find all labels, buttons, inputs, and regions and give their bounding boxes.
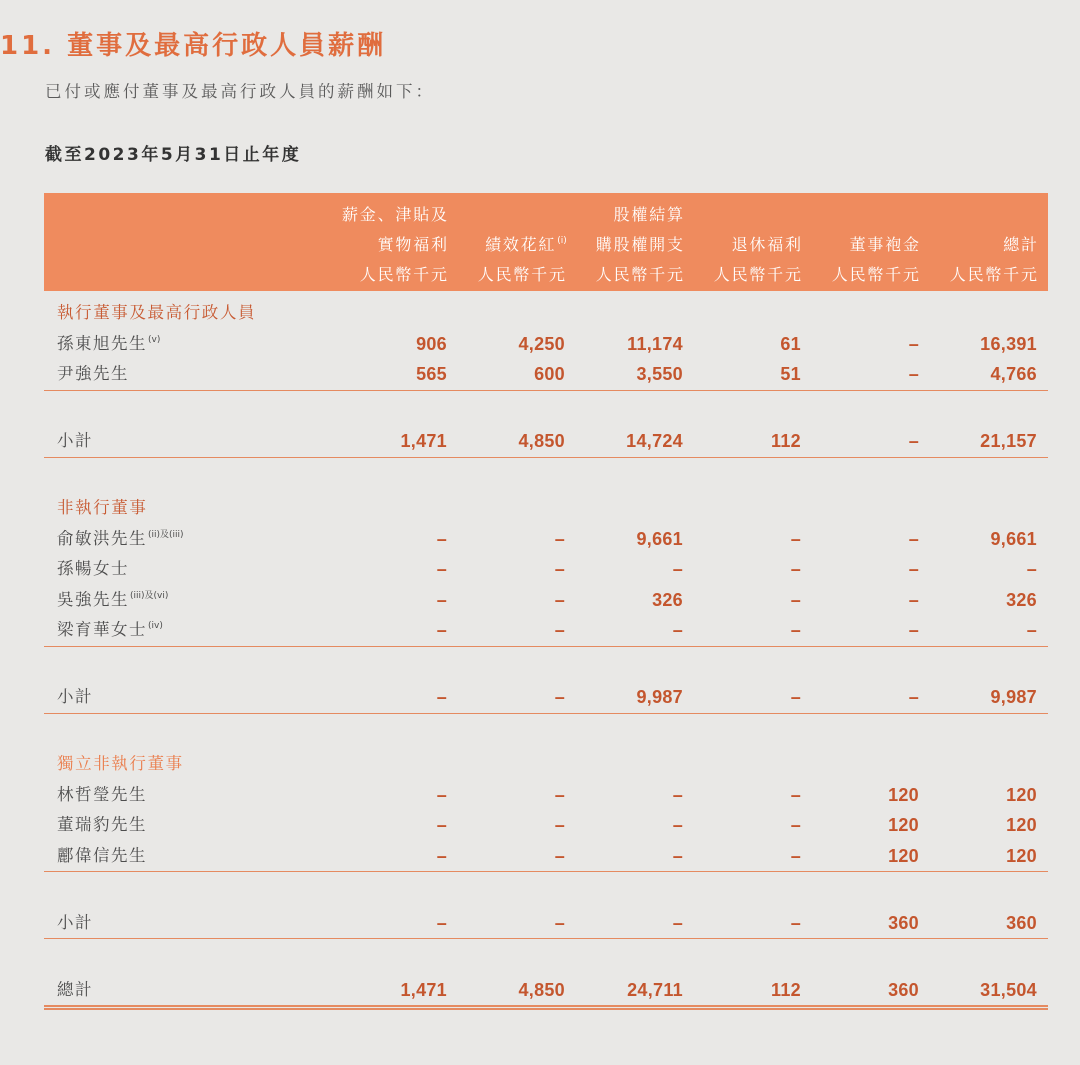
value-cell: 906 [416, 333, 447, 354]
column-header [919, 200, 1037, 291]
column-header-top-line [329, 200, 449, 230]
column-header-main-line [801, 230, 921, 260]
column-header-top-line [447, 200, 567, 230]
intro-text: 已付或應付董事及最高行政人員的薪酬如下： [45, 82, 435, 101]
footnote-marker: (iv) [148, 621, 163, 631]
column-header-text: 績效花紅 [485, 235, 557, 254]
column-header-main-line [447, 230, 567, 260]
value-cell: 120 [888, 815, 919, 835]
value-cell: 326 [652, 589, 683, 610]
value-cell: 9,661 [990, 528, 1037, 549]
row-label-text: 董瑞豹先生 [57, 815, 147, 834]
row-label-text: 俞敏洪先生 [57, 528, 147, 548]
footnote-marker: (i) [557, 236, 567, 246]
remuneration-table [44, 193, 1048, 1010]
column-header-top-line [683, 200, 803, 230]
group-title: 非執行董事 [57, 498, 148, 517]
value-cell: – [908, 528, 919, 549]
value-cell: – [790, 784, 801, 805]
value-cell: 360 [888, 979, 919, 1000]
column-header-text: 人民幣千元 [359, 265, 449, 284]
value-cell: 120 [1006, 815, 1037, 835]
value-cell: – [436, 845, 447, 866]
value-cell: 120 [888, 784, 919, 805]
row-label [44, 682, 329, 713]
row-label [44, 585, 329, 616]
value-cell: 4,850 [518, 431, 565, 451]
value-cell: 9,987 [636, 687, 683, 707]
value-cell: – [790, 687, 801, 707]
value-cell: – [554, 815, 565, 835]
column-header-text: 人民幣千元 [713, 265, 803, 284]
row-label-text: 梁育華女士 [57, 620, 147, 639]
value-cell: – [908, 364, 919, 384]
value-cell: 1,471 [400, 431, 447, 451]
column-header-unit-line [447, 260, 567, 290]
subtotal-row [44, 682, 1048, 713]
value-cell: 120 [1006, 784, 1037, 805]
value-cell: – [1026, 620, 1037, 640]
value-cell: – [436, 815, 447, 835]
director-row [44, 841, 1048, 872]
value-cell: 120 [1006, 845, 1037, 866]
column-header-text: 實物福利 [377, 235, 449, 254]
value-cell: – [672, 559, 683, 579]
row-label [44, 780, 329, 811]
column-header [801, 200, 919, 291]
column-header [447, 200, 565, 291]
row-label [44, 975, 329, 1006]
value-cell: – [790, 528, 801, 549]
value-cell: 360 [1006, 912, 1037, 933]
value-cell: 1,471 [400, 979, 447, 1000]
value-cell: – [790, 589, 801, 610]
value-cell: 360 [888, 912, 919, 933]
value-cell: – [1026, 559, 1037, 579]
row-label-text: 林哲瑩先生 [57, 784, 147, 804]
director-group [44, 493, 1048, 647]
column-header-text: 人民幣千元 [595, 265, 685, 284]
director-group [44, 749, 1048, 872]
column-header-unit-line [329, 260, 449, 290]
value-cell: 112 [771, 431, 801, 451]
director-row [44, 810, 1048, 841]
row-label-text: 小計 [57, 431, 93, 450]
row-label [44, 524, 329, 555]
column-header-main-line [329, 230, 449, 260]
column-header-text: 總計 [1003, 235, 1039, 254]
director-row [44, 554, 1048, 585]
row-label-text: 總計 [57, 979, 93, 999]
value-cell: – [672, 912, 683, 933]
value-cell: – [554, 620, 565, 640]
row-label [44, 615, 329, 646]
subtotal-block [44, 426, 1048, 458]
row-label [44, 426, 329, 457]
value-cell: 3,550 [636, 364, 683, 384]
column-header-main-line [919, 230, 1039, 260]
table-body [44, 291, 1048, 1010]
director-row [44, 359, 1048, 390]
column-header-unit-line [919, 260, 1039, 290]
value-cell: – [790, 620, 801, 640]
value-cell: – [436, 687, 447, 707]
column-header-unit-line [683, 260, 803, 290]
column-header [565, 200, 683, 291]
value-cell: – [554, 528, 565, 549]
value-cell: 21,157 [980, 431, 1037, 451]
subtotal-block [44, 682, 1048, 714]
header-label-spacer [44, 200, 329, 291]
row-label-text: 吳強先生 [57, 589, 129, 609]
value-cell: 565 [416, 364, 447, 384]
column-header-text: 人民幣千元 [831, 265, 921, 284]
value-cell: – [790, 845, 801, 866]
value-cell: – [436, 620, 447, 640]
table-header [44, 193, 1048, 291]
value-cell: – [554, 912, 565, 933]
row-label [44, 359, 329, 390]
value-cell: – [436, 528, 447, 549]
subtotal-block [44, 908, 1048, 940]
column-header-text: 董事袍金 [849, 235, 921, 254]
value-cell: – [908, 431, 919, 451]
value-cell: – [908, 620, 919, 640]
value-cell: – [672, 845, 683, 866]
footnote-marker: (ii)及(iii) [148, 529, 184, 540]
value-cell: – [672, 815, 683, 835]
group-title: 獨立非執行董事 [57, 754, 184, 773]
value-cell: – [436, 589, 447, 610]
column-header-top-line [565, 200, 685, 230]
value-cell: – [672, 620, 683, 640]
value-cell: – [908, 333, 919, 354]
footnote-marker: (v) [148, 334, 161, 345]
director-row [44, 615, 1048, 646]
group-title: 執行董事及最高行政人員 [57, 303, 257, 322]
column-header-text: 購股權開支 [595, 235, 685, 254]
value-cell: 4,850 [518, 979, 565, 1000]
column-header-main-line [683, 230, 803, 260]
value-cell: – [436, 559, 447, 579]
value-cell: – [908, 687, 919, 707]
value-cell: 4,766 [990, 364, 1037, 384]
row-label-text: 酈偉信先生 [57, 845, 147, 865]
value-cell: – [908, 559, 919, 579]
value-cell: – [554, 559, 565, 579]
value-cell: – [554, 845, 565, 866]
row-label-text: 小計 [57, 687, 93, 706]
column-header-text: 薪金、津貼及 [341, 205, 449, 224]
column-header-text: 退休福利 [731, 235, 803, 254]
director-row [44, 524, 1048, 555]
column-header-top-line [919, 200, 1039, 230]
period-heading: 截至2023年5月31日止年度 [45, 145, 302, 165]
page-title: 11. 董事及最高行政人員薪酬 [0, 31, 387, 61]
column-header-unit-line [801, 260, 921, 290]
value-cell: 326 [1006, 589, 1037, 610]
column-header [683, 200, 801, 291]
value-cell: – [790, 559, 801, 579]
row-label [44, 908, 329, 939]
row-label [44, 841, 329, 872]
value-cell: 31,504 [980, 979, 1037, 1000]
value-cell: 14,724 [626, 431, 683, 451]
row-label-text: 孫暢女士 [57, 559, 129, 578]
value-cell: 120 [888, 845, 919, 866]
row-label [44, 810, 329, 841]
value-cell: – [436, 912, 447, 933]
value-cell: – [436, 784, 447, 805]
column-header-text: 人民幣千元 [949, 265, 1039, 284]
value-cell: – [790, 815, 801, 835]
column-header [329, 200, 447, 291]
value-cell: 16,391 [980, 333, 1037, 354]
column-header-text: 股權結算 [613, 205, 685, 224]
value-cell: 9,661 [636, 528, 683, 549]
value-cell: – [672, 784, 683, 805]
row-label-text: 小計 [57, 912, 93, 932]
value-cell: 51 [780, 364, 801, 384]
total-row [44, 975, 1048, 1006]
column-header-unit-line [565, 260, 685, 290]
director-group [44, 298, 1048, 391]
total-block [44, 975, 1048, 1011]
director-row [44, 329, 1048, 360]
column-header-text: 人民幣千元 [477, 265, 567, 284]
director-row [44, 780, 1048, 811]
subtotal-row [44, 426, 1048, 457]
value-cell: 61 [780, 333, 801, 354]
value-cell: – [554, 589, 565, 610]
row-label [44, 554, 329, 585]
subtotal-row [44, 908, 1048, 939]
value-cell: 11,174 [627, 333, 683, 354]
value-cell: – [554, 687, 565, 707]
value-cell: 112 [771, 979, 801, 1000]
row-label-text: 孫東旭先生 [57, 333, 147, 353]
value-cell: 4,250 [518, 333, 565, 354]
director-row [44, 585, 1048, 616]
footnote-marker: (iii)及(vi) [130, 590, 169, 601]
value-cell: – [554, 784, 565, 805]
column-header-top-line [801, 200, 921, 230]
value-cell: 9,987 [990, 687, 1037, 707]
value-cell: 600 [534, 364, 565, 384]
column-header-main-line [565, 230, 685, 260]
value-cell: – [790, 912, 801, 933]
row-label-text: 尹強先生 [57, 364, 129, 383]
row-label [44, 329, 329, 360]
value-cell: – [908, 589, 919, 610]
value-cell: 24,711 [627, 979, 683, 1000]
